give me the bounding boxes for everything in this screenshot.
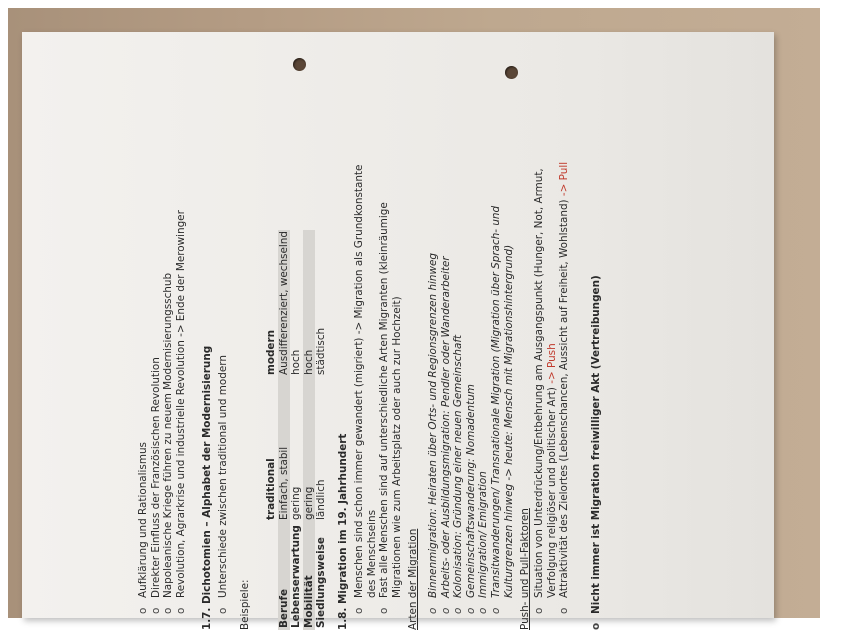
document-content bbox=[137, 54, 857, 630]
list-item: oFast alle Menschen sind auf unterschiedliche Arten Migranten (kleinräumige bbox=[378, 202, 391, 614]
list-item: oKolonisation: Gründung einer neuen Gemeinschaft bbox=[452, 334, 465, 614]
section-heading: 1.8. Migration im 19. Jahrhundert bbox=[337, 433, 349, 630]
list-item-continuation: Verfolgung religiöser und politischer Art) -> Push bbox=[545, 343, 558, 598]
table-header-row bbox=[265, 230, 278, 630]
list-item: oAufklärung und Rationalismus bbox=[137, 442, 149, 614]
list-item: oDirekter Einfluss der Französischen Revolution bbox=[149, 357, 162, 614]
list-item: oGemeinschaftswanderung: Nomadentum bbox=[464, 384, 477, 614]
table-cell: städtisch bbox=[315, 327, 328, 375]
table-row bbox=[278, 230, 291, 630]
push-tag: -> Push bbox=[545, 343, 558, 388]
list-item-continuation: Kulturgrenzen hinweg -> heute: Mensch mit Migrationshintergrund) bbox=[502, 244, 515, 598]
table-row bbox=[303, 230, 316, 630]
table-cell: Siedlungsweise bbox=[315, 537, 328, 628]
table-cell: gering bbox=[302, 486, 315, 520]
list-item: oSituation von Unterdrückung/Entbehrung am Ausgangspunkt (Hunger, Not, Armut, bbox=[533, 168, 545, 614]
list-item: oRevolution, Agrarkrise und industrielle Revolution -> Ende der Merowinger bbox=[174, 210, 187, 614]
examples-label: Beispiele: bbox=[239, 579, 251, 630]
table-cell: hoch bbox=[290, 349, 303, 375]
list-item: oMenschen sind schon immer gewandert (migriert) -> Migration als Grundkonstante bbox=[353, 164, 365, 614]
list-item: oArbeits- oder Ausbildungsmigration: Pendler oder Wanderarbeiter bbox=[439, 256, 452, 614]
table-cell: Berufe bbox=[277, 588, 290, 628]
table-cell: Ausdifferenziert, wechselnd bbox=[277, 231, 290, 375]
subheading: Push- und Pull-Faktoren bbox=[519, 508, 531, 630]
table-row bbox=[315, 230, 328, 630]
pull-tag: -> Pull bbox=[558, 161, 571, 200]
table-cell: Einfach, stabil bbox=[277, 446, 290, 520]
table-cell: hoch bbox=[302, 349, 315, 375]
table-cell: gering bbox=[290, 486, 303, 520]
section-heading: 1.7. Dichotomien – Alphabet der Modernisierung bbox=[201, 345, 213, 630]
photo-background bbox=[8, 8, 820, 630]
list-item-continuation: des Menschseins bbox=[365, 509, 378, 598]
table-row bbox=[290, 230, 303, 630]
list-item: oNicht immer ist Migration freiwilliger Akt (Vertreibungen) bbox=[590, 275, 602, 630]
table-cell: ländlich bbox=[315, 479, 328, 520]
table-cell: Lebenserwartung bbox=[290, 525, 303, 628]
table-header: traditional bbox=[265, 458, 277, 520]
list-item: oTransitwanderungen/ Transnationale Migration (Migration über Sprach- und bbox=[490, 205, 502, 614]
table-header: modern bbox=[265, 330, 277, 375]
list-item: oNapoleanische Kriege führen zu neuem Modernisierungsschub bbox=[162, 272, 175, 614]
list-item: oUnterschiede zwischen traditional und modern bbox=[217, 355, 229, 614]
list-item: oAttraktivität des Zielortes (Lebenschancen, Aussicht auf Freiheit, Wohlstand) -> Pull bbox=[558, 161, 571, 614]
table-cell: Mobilität bbox=[302, 575, 315, 628]
list-item: oBinnenmigration: Heiraten über Orts- und Regionsgrenzen hinweg bbox=[427, 253, 439, 614]
list-item: oImmigration/ Emigration bbox=[477, 471, 490, 614]
list-item-continuation: Migrationen wie zum Arbeitsplatz oder auch zur Hochzeit) bbox=[390, 296, 403, 598]
subheading: Arten der Migration bbox=[407, 528, 419, 630]
